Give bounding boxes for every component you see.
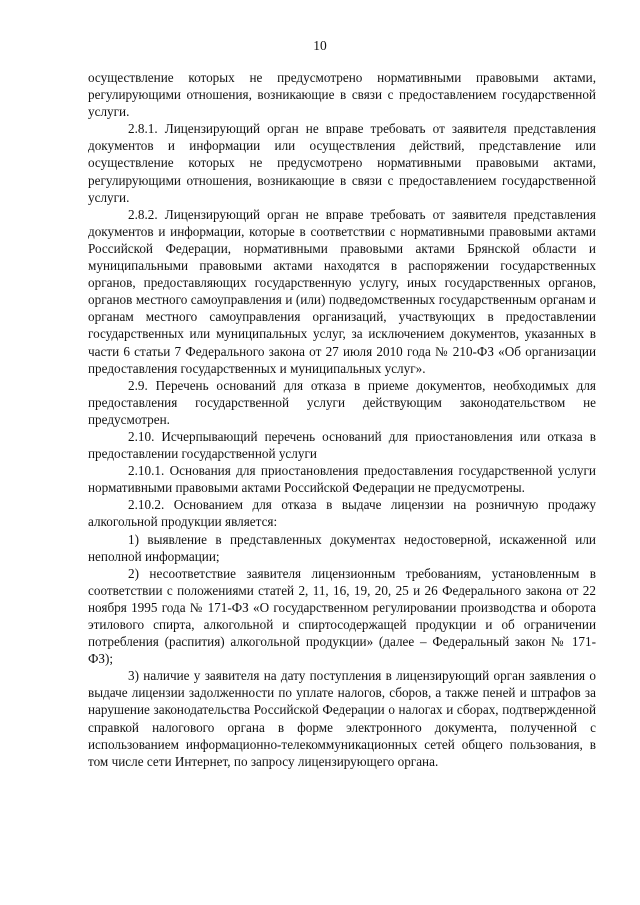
paragraph-2-8-1: 2.8.1. Лицензирующий орган не вправе требовать от заявителя представления документов и информации или осуществления действий, представление или осуществление которых не предусмотрено нормативными правовыми актами, регулирующими отношения, возникающие в связи с предоставлением государственной услуги. [88, 121, 596, 205]
list-item-2: 2) несоответствие заявителя лицензионным требованиям, установленным в соответствии с положениями статей 2, 11, 16, 19, 20, 25 и 26 Федерального закона от 22 ноября 1995 года № 171-ФЗ «О государственном регулировании производства и оборота этилового спирта, алкогольной и спиртосодержащей продукции и об ограничении потребления (распития) алкогольной продукции» (далее – Федеральный закон № 171-ФЗ); [88, 565, 596, 667]
paragraph-2-9: 2.9. Перечень оснований для отказа в приеме документов, необходимых для предоставления государственной услуги действующим законодательством не предусмотрен. [88, 377, 596, 427]
paragraph-2-8-2: 2.8.2. Лицензирующий орган не вправе требовать от заявителя представления документов и информации, которые в соответствии с нормативными правовыми актами Российской Федерации, нормативными правовыми актами Брянской области и муниципальными правовыми актами находятся в распоряжении государственных органов, предоставляющих государственную услугу, иных государственных органов, органов местного самоуправления и (или) подведомственных государственным органам и органам местного самоуправления организаций, участвующих в предоставлении государственных или муниципальных услуг, за исключением документов, указанных в части 6 статьи 7 Федерального закона от 27 июля 2010 года № 210-ФЗ «Об организации предоставления государственных и муниципальных услуг». [88, 206, 596, 376]
paragraph-2-10: 2.10. Исчерпывающий перечень оснований для приостановления или отказа в предоставлении государственной услуги [88, 428, 596, 462]
page-number: 10 [313, 38, 327, 53]
document-body [88, 69, 596, 770]
paragraph-2-10-1: 2.10.1. Основания для приостановления предоставления государственной услуги нормативными правовыми актами Российской Федерации не предусмотрены. [88, 463, 596, 496]
paragraph-2-10-2: 2.10.2. Основанием для отказа в выдаче лицензии на розничную продажу алкогольной продукции является: [88, 497, 596, 530]
list-item-3: 3) наличие у заявителя на дату поступления в лицензирующий орган заявления о выдаче лицензии задолженности по уплате налогов, сборов, а также пеней и штрафов за нарушение законодательства Российской Федерации о налогах и сборах, подтвержденной справкой налогового органа в форме электронного документа, полученной с использованием информационно-телекоммуникационных сетей общего пользования, в том числе сети Интернет, по запросу лицензирующего органа. [88, 668, 596, 769]
list-item-1: 1) выявление в представленных документах недостоверной, искаженной или неполной информации; [88, 531, 596, 564]
paragraph-continuation: осуществление которых не предусмотрено нормативными правовыми актами, регулирующими отношения, возникающие в связи с предоставлением государственной услуги. [88, 70, 596, 120]
